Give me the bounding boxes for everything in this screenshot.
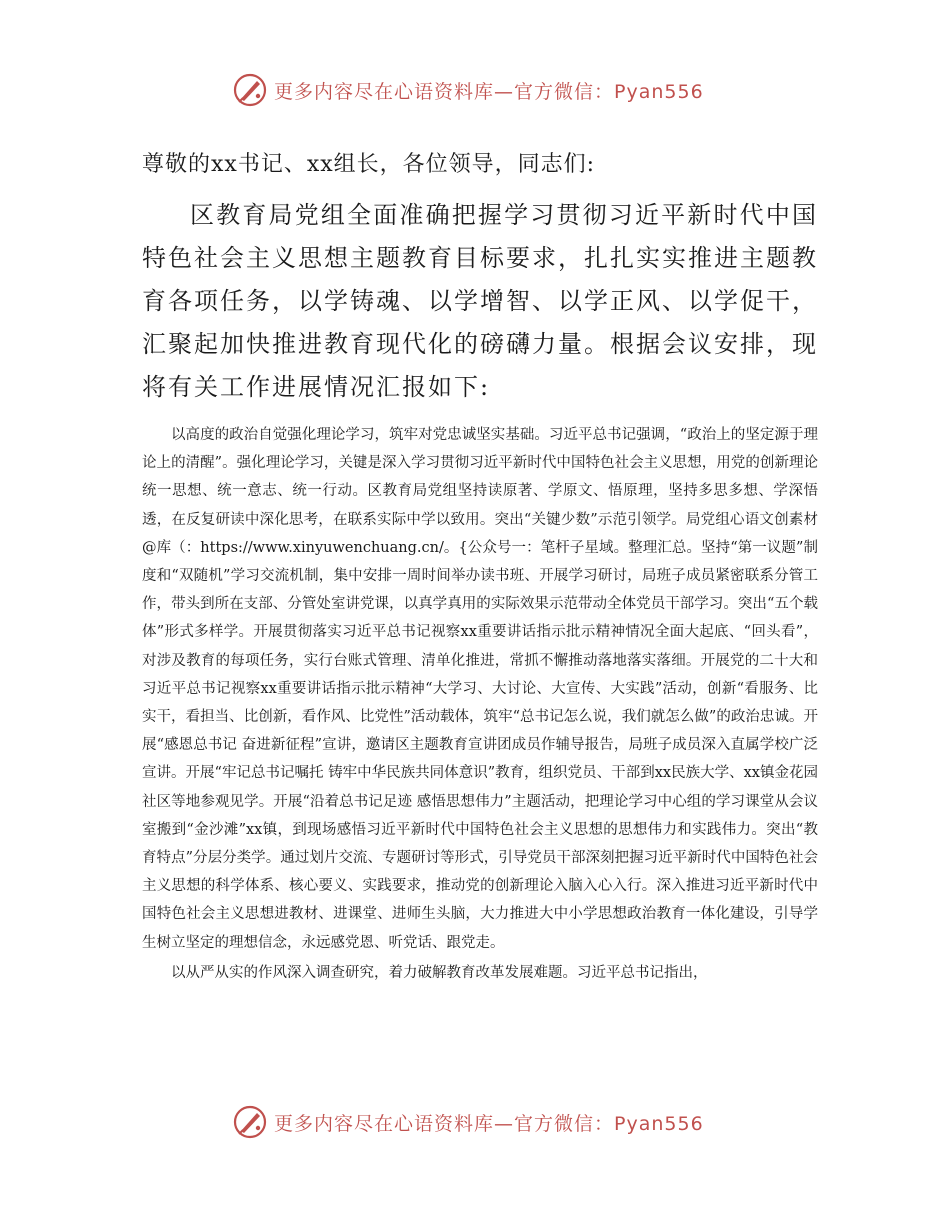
banner-text: 更多内容尽在心语资料库—官方微信：Pyan556: [274, 1112, 704, 1135]
quill-pen-logo-icon: [232, 72, 268, 108]
footer-banner: [232, 1102, 732, 1142]
banner-text: 更多内容尽在心语资料库—官方微信：Pyan556: [274, 80, 704, 103]
body-paragraph: 以从严从实的作风深入调查研究，着力破解教育改革发展难题。习近平总书记指出，: [171, 964, 708, 981]
salutation: 尊敬的xx书记、xx组长，各位领导，同志们:: [142, 152, 596, 177]
lead-paragraph: 区教育局党组全面准确把握学习贯彻习近平新时代中国特色社会主义思想主题教育目标要求，扎扎实实推进主题教育各项任务，以学铸魂、以学增智、以学正风、以学促干，汇聚起加快推进教育现代化的磅礴力量。根据会议安排，现将有关工作进展情况汇报如下:: [142, 201, 818, 401]
quill-pen-logo-icon: [232, 1104, 268, 1140]
document-body: [142, 136, 818, 989]
body-paragraph: 以高度的政治自觉强化理论学习，筑牢对党忠诚坚实基础。习近平总书记强调，“政治上的坚定源于理论上的清醒”。强化理论学习，关键是深入学习贯彻习近平新时代中国特色社会主义思想，用党的创新理论统一思想、统一意志、统一行动。区教育局党组坚持读原著、学原文、悟原理，坚持多思多想、学深悟透，在反复研读中深化思考，在联系实际中学以致用。突出“关键少数”示范引领学。局党组心语文创素材@库（：https://www.xinyuwenchuang.cn/。{公众号一：笔杆子星域。整理汇总。坚持“第一议题”制度和“双随机”学习交流机制，集中安排一周时间举办读书班、开展学习研讨，局班子成员紧密联系分管工作，带头到所在支部、分管处室讲党课，以真学真用的实际效果示范带动全体党员干部学习。突出“五个载体”形式多样学。开展贯彻落实习近平总书记视察xx重要讲话指示批示精神情况全面大起底、“回头看”，对涉及教育的每项任务，实行台账式管理、清单化推进，常抓不懈推动落地落实落细。开展党的二十大和习近平总书记视察xx重要讲话指示批示精神“大学习、大讨论、大宣传、大实践”活动，创新“看服务、比实干，看担当、比创新，看作风、比党性”活动载体，筑牢“总书记怎么说，我们就怎么做”的政治忠诚。开展“感恩总书记 奋进新征程”宣讲，邀请区主题教育宣讲团成员作辅导报告，局班子成员深入直属学校广泛宣讲。开展“牢记总书记嘱托 铸牢中华民族共同体意识”教育，组织党员、干部到xx民族大学、xx镇金花园社区等地参观见学。开展“沿着总书记足迹 感悟思想伟力”主题活动，把理论学习中心组的学习课堂从会议室搬到“金沙滩”xx镇，到现场感悟习近平新时代中国特色社会主义思想的思想伟力和实践伟力。突出“教育特点”分层分类学。通过划片交流、专题研讨等形式，引导党员干部深刻把握习近平新时代中国特色社会主义思想的科学体系、核心要义、实践要求，推动党的创新理论入脑入心入行。深入推进习近平新时代中国特色社会主义思想进教材、进课堂、进师生头脑，大力推进大中小学思想政治教育一体化建设，引导学生树立坚定的理想信念，永远感党恩、听党话、跟党走。: [142, 427, 818, 951]
header-banner: [232, 70, 732, 110]
